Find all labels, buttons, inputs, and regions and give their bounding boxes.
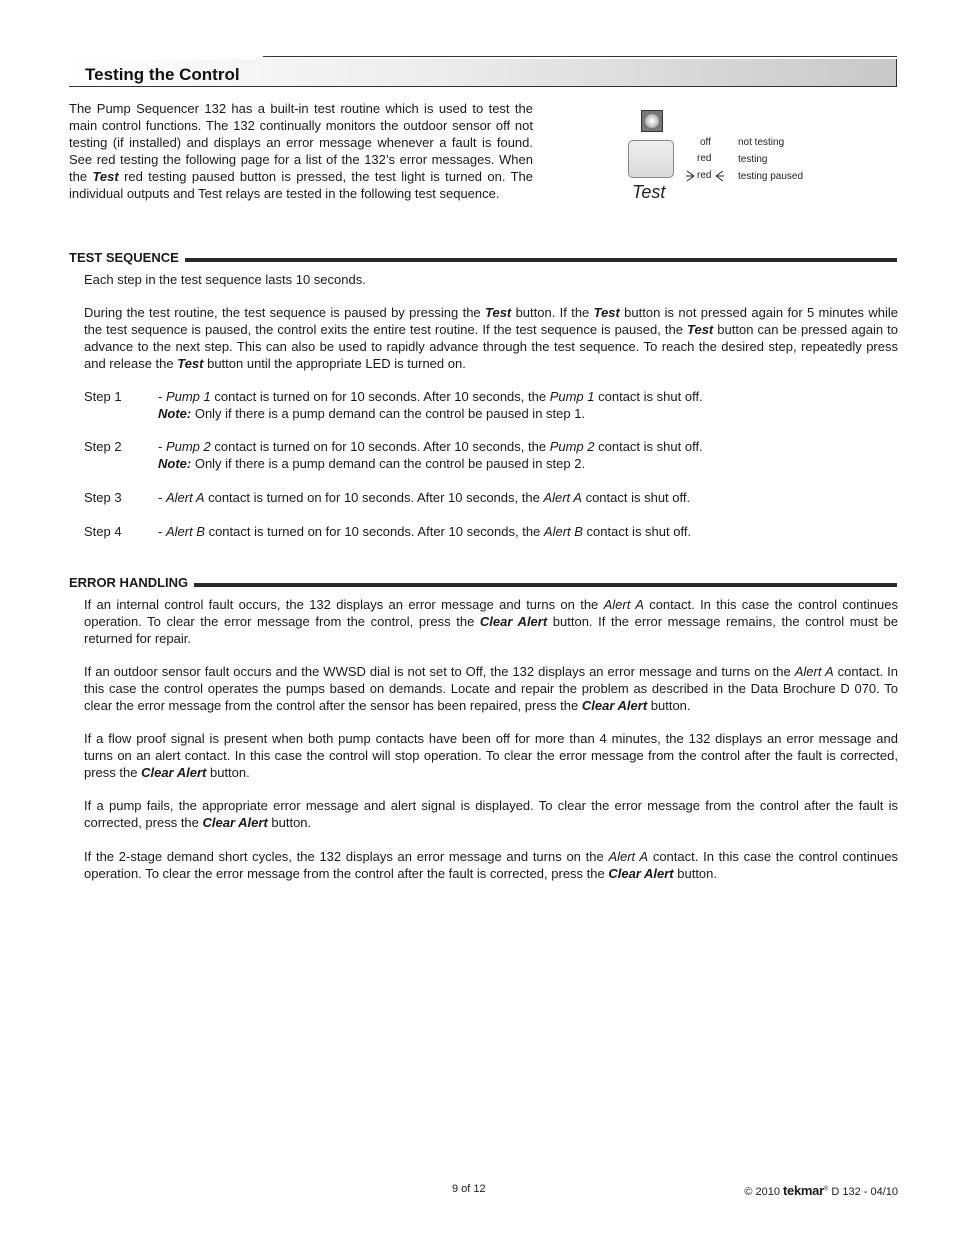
step-content — [158, 524, 898, 541]
dash: - — [158, 524, 166, 539]
dash: - — [158, 389, 166, 404]
step-number: Step 3 — [84, 490, 122, 505]
step-content — [158, 439, 898, 473]
contact-name: Pump 2 — [549, 439, 595, 454]
text: contact is shut off. — [594, 439, 703, 454]
contact-name: Alert B — [165, 524, 205, 539]
contact-name: Alert A — [165, 490, 205, 505]
contact-name: Alert A — [603, 597, 644, 612]
dash: - — [158, 490, 166, 505]
contact-name: Alert A — [794, 664, 834, 679]
text: If an outdoor sensor fault occurs and the WWSD dial is not set to Off, the 132 displays an error message and turns on the — [84, 664, 795, 679]
text: contact is shut off. — [581, 490, 691, 505]
note-label: Note: — [158, 455, 192, 471]
clear-alert-word: Clear Alert — [141, 764, 207, 780]
step-content — [158, 490, 898, 507]
brand-logo: tekmar — [783, 1183, 824, 1198]
error-handling-heading — [69, 575, 897, 593]
error-paragraph-1 — [84, 597, 898, 648]
footer-copyright — [744, 1183, 898, 1198]
error-paragraph-4 — [84, 798, 898, 832]
desc-not-testing: not testing — [738, 137, 785, 148]
blink-right-icon — [714, 169, 724, 183]
clear-alert-word: Clear Alert — [202, 814, 268, 830]
clear-alert-word: Clear Alert — [608, 865, 674, 881]
text: contact is turned on for 10 seconds. After 10 seconds, the — [204, 524, 544, 539]
note-text: Only if there is a pump demand can the control be paused in step 1. — [191, 405, 586, 421]
step-number: Step 4 — [84, 524, 122, 539]
header-rule — [263, 56, 897, 57]
test-sequence-label: TEST SEQUENCE — [69, 250, 185, 265]
test-sequence-p1: Each step in the test sequence lasts 10 seconds. — [84, 272, 366, 287]
state-red-blink-label: red — [697, 170, 712, 181]
step-number: Step 2 — [84, 439, 122, 454]
text: If the 2-stage demand short cycles, the 132 displays an error message and turns on the — [84, 849, 609, 864]
text: If a flow proof signal is present when both pump contacts have been off for more than 4 minutes, the 132 displays an error message and turns on an alert contact. In this case the control will stop operation. To clear the error message from the control after the fault is corrected, press the — [84, 731, 898, 780]
text: button. If the error message remains, the control must be returned for repair. — [84, 613, 898, 646]
error-handling-label: ERROR HANDLING — [69, 575, 194, 590]
text: button is not pressed again for 5 minutes while the test sequence is paused, the control exits the entire test routine. If the test sequence is paused, the — [84, 305, 899, 337]
note-text: Only if there is a pump demand can the control be paused in step 2. — [191, 455, 586, 471]
text: contact is shut off. — [582, 524, 692, 539]
test-button-icon — [628, 140, 674, 178]
text: button. — [647, 697, 691, 713]
test-sequence-heading — [69, 250, 897, 268]
test-word: Test — [593, 305, 620, 320]
text: contact is turned on for 10 seconds. After 10 seconds, the — [210, 389, 550, 404]
text: During the test routine, the test sequence is paused by pressing the — [84, 305, 485, 320]
section-header — [69, 56, 897, 87]
text: If a pump fails, the appropriate error message and alert signal is displayed. To clear the error message from the control after the fault is corrected, press the — [84, 798, 898, 830]
text: button. — [206, 764, 250, 780]
document-id: D 132 - 04/10 — [831, 1186, 898, 1198]
test-word: Test — [485, 305, 512, 320]
clear-alert-word: Clear Alert — [479, 613, 548, 629]
contact-name: Pump 1 — [549, 389, 595, 404]
desc-testing: testing — [738, 154, 768, 165]
page-number: 9 of 12 — [452, 1183, 486, 1195]
error-paragraph-3 — [84, 731, 898, 782]
state-red-label: red — [697, 153, 712, 164]
header-box — [69, 59, 897, 87]
contact-name: Alert A — [608, 849, 649, 864]
text: contact. In this case the control operates the pumps based on demands. Locate and repair the problem as described in the Data Brochure D 070. To clear the error message from the control after the sensor has been repaired, press the — [84, 664, 898, 713]
text: button. If the — [511, 305, 594, 320]
error-paragraph-5 — [84, 849, 898, 883]
text: If an internal control fault occurs, the 132 displays an error message and turns on the — [84, 597, 604, 612]
step-content — [158, 389, 898, 423]
contact-name: Pump 2 — [165, 439, 211, 454]
text: contact is turned on for 10 seconds. After 10 seconds, the — [204, 490, 544, 505]
text: contact is shut off. — [594, 389, 703, 404]
contact-name: Alert B — [543, 524, 583, 539]
text: contact. In this case the control continues operation. To clear the error message from the control, press the — [84, 597, 898, 629]
text: button until the appropriate LED is turned on. — [203, 355, 466, 371]
text: button. — [267, 814, 312, 830]
text: button can be pressed again to advance to the next step. This can also be used to rapidly advance through the test sequence. To reach the desired step, repeatedly press and release the — [84, 321, 898, 371]
state-off-label: off — [700, 137, 711, 148]
intro-paragraph — [69, 101, 533, 202]
text: button. — [673, 865, 718, 881]
text: contact. In this case the control continues operation. To clear the error message from the control after the fault is corrected, press the — [84, 849, 898, 881]
note-label: Note: — [158, 405, 192, 421]
test-word: Test — [177, 355, 204, 371]
led-glow — [645, 114, 659, 128]
test-sequence-p2 — [84, 305, 898, 373]
step-number: Step 1 — [84, 389, 122, 404]
test-word: Test — [687, 321, 714, 337]
error-paragraph-2 — [84, 664, 898, 715]
section-title: Testing the Control — [85, 65, 240, 84]
blink-left-icon — [686, 169, 696, 183]
text: contact is turned on for 10 seconds. After 10 seconds, the — [210, 439, 550, 454]
intro-test-word: Test — [92, 168, 119, 184]
contact-name: Pump 1 — [165, 389, 211, 404]
copyright-text: © 2010 — [744, 1186, 780, 1198]
intro-text-1: The Pump Sequencer 132 has a built-in test routine which is used to test the main control functions. The 132 continually monitors the outdoor sensor off not testing (if installed) and displays an error message whenever a fault is found. See red testing the following page for a list of the 132’s error messages. When the — [69, 101, 533, 184]
desc-testing-paused: testing paused — [738, 171, 804, 182]
clear-alert-word: Clear Alert — [581, 697, 648, 713]
intro-text-2: red testing paused button is pressed, the test light is turned on. The individual outputs and Test relays are tested in the following test sequence. — [69, 168, 534, 201]
test-button-label: Test — [632, 182, 666, 202]
test-led-icon — [641, 110, 663, 132]
dash: - — [158, 439, 166, 454]
registered-mark: ® — [823, 1186, 829, 1193]
heading-rule — [69, 258, 897, 262]
test-button-diagram — [626, 108, 826, 208]
contact-name: Alert A — [543, 490, 582, 505]
